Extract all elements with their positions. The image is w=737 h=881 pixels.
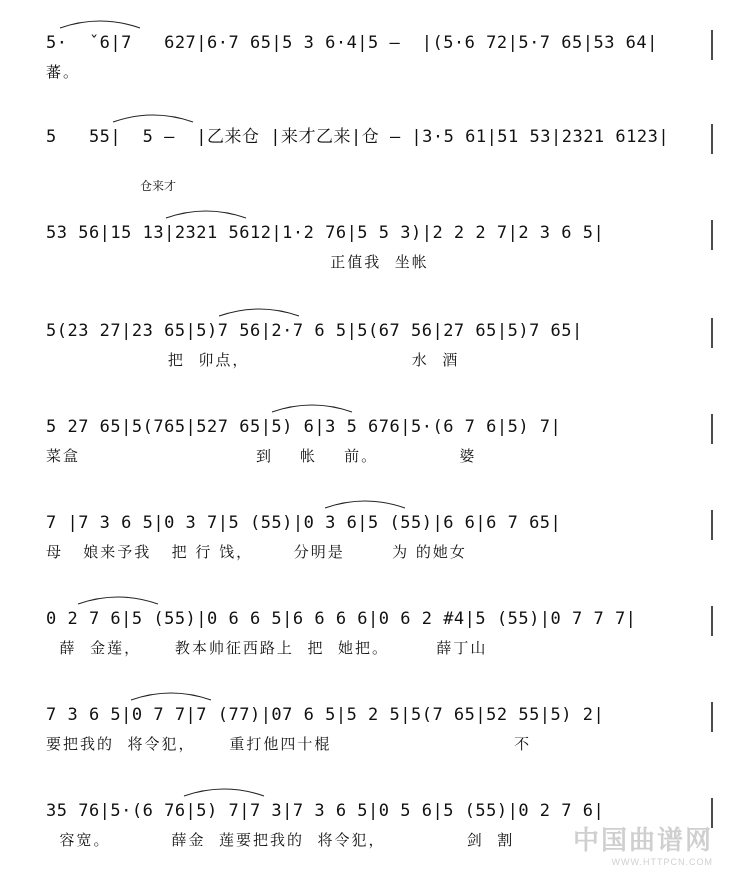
end-barline (710, 414, 714, 444)
notation-line: 5· ˇ6|7 627|6·7 65|5 3 6·4|5 — |(5·6 72|5·7 65|53 64| (46, 33, 658, 53)
end-barline (710, 702, 714, 732)
lyric-line: 正值我 坐帐 (46, 253, 429, 271)
notation-line: 5 27 65|5(765|527 65|5) 6|3 5 676|5·(6 7 6|5) 7| (46, 417, 562, 437)
lyric-line: 容宽。 薛金 莲要把我的 将令犯， 剑 割 (46, 831, 515, 849)
lyric-line: 要把我的 将令犯， 重打他四十棍 不 (46, 735, 532, 753)
site-watermark (573, 820, 713, 867)
end-barline (710, 220, 714, 250)
notation-line: 7 |7 3 6 5|0 3 7|5 (55)|0 3 6|5 (55)|6 6|6 7 65| (46, 513, 562, 533)
end-barline (710, 124, 714, 154)
end-barline (710, 318, 714, 348)
score-system (0, 508, 737, 578)
sub-lyric: 仓来才 (140, 179, 177, 193)
lyric-line: 菜盒 到 帐 前。 婆 (46, 447, 477, 465)
score-system (0, 122, 737, 192)
notation-line: 7 3 6 5|0 7 7|7 (77)|07 6 5|5 2 5|5(7 65|52 55|5) 2| (46, 705, 605, 725)
watermark-mark: 中国曲谱网 (572, 825, 713, 855)
notation-line: 35 76|5·(6 76|5) 7|7 3|7 3 6 5|0 5 6|5 (55)|0 2 7 6| (46, 801, 605, 821)
score-system (0, 218, 737, 288)
notation-line: 0 2 7 6|5 (55)|0 6 6 5|6 6 6 6|0 6 2 #4|5 (55)|0 7 7 7| (46, 609, 637, 629)
end-barline (710, 510, 714, 540)
score-system (0, 604, 737, 674)
end-barline (710, 30, 714, 60)
lyric-line (46, 154, 706, 178)
lyric-line: 蕃。 (46, 63, 81, 81)
notation-line: 5 55| 5 — |乙来仓 |来才乙来|仓 — |3·5 61|51 53|2321 6123| (46, 127, 670, 147)
watermark-url: WWW.HTTPCN.COM (611, 857, 713, 867)
end-barline (710, 606, 714, 636)
score-system (0, 700, 737, 770)
notation-line: 5(23 27|23 65|5)7 56|2·7 6 5|5(67 56|27 65|5)7 65| (46, 321, 583, 341)
score-system (0, 316, 737, 386)
score-system (0, 412, 737, 482)
lyric-line: 薛 金莲， 教本帅征西路上 把 她把。 薛丁山 (46, 639, 488, 657)
score-system (0, 28, 737, 98)
lyric-line: 把 卯点， 水 酒 (46, 351, 460, 369)
notation-line: 53 56|15 13|2321 5612|1·2 76|5 5 3)|2 2 2 7|2 3 6 5| (46, 223, 605, 243)
lyric-line: 母 娘来予我 把 行 饯， 分明是 为 的她女 (46, 543, 467, 561)
